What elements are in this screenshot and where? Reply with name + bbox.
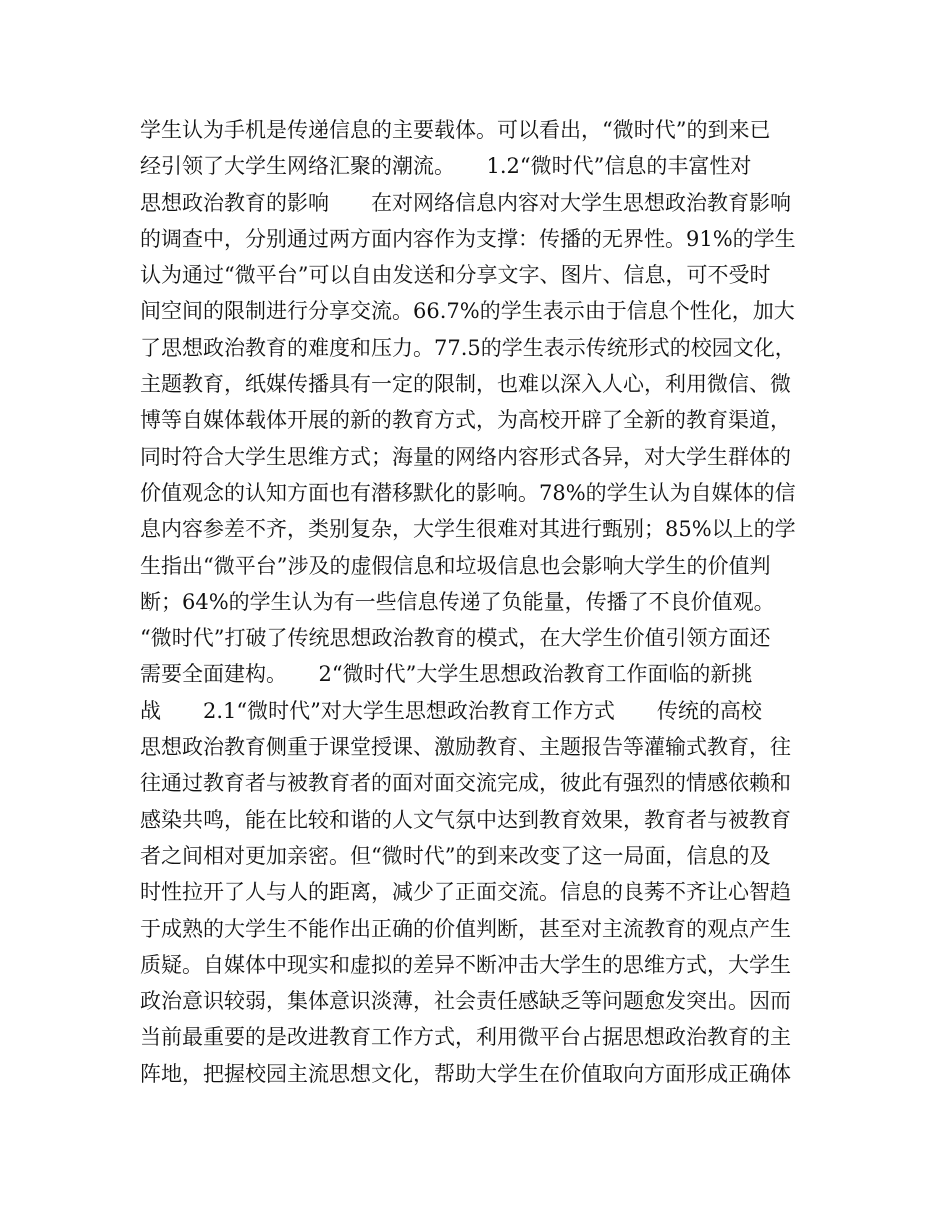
text-line: “微时代”打破了传统思想政治教育的模式，在大学生价值引领方面还 — [140, 626, 771, 651]
text-line: 经引领了大学生网络汇聚的潮流。 1.2“微时代”信息的丰富性对 — [140, 154, 752, 179]
text-line: 息内容参差不齐，类别复杂，大学生很难对其进行甄别；85%以上的学 — [140, 517, 796, 542]
text-line: 了思想政治教育的难度和压力。77.5的学生表示传统形式的校园文化， — [140, 335, 796, 360]
text-line: 时性拉开了人与人的距离，减少了正面交流。信息的良莠不齐让心智趋 — [140, 880, 791, 905]
text-line: 价值观念的认知方面也有潜移默化的影响。78%的学生认为自媒体的信 — [140, 480, 796, 505]
text-line: 思想政治教育侧重于课堂授课、激励教育、主题报告等灌输式教育，往 — [140, 735, 791, 760]
text-line: 质疑。自媒体中现实和虚拟的差异不断冲击大学生的思维方式，大学生 — [140, 952, 791, 977]
text-line: 战 2.1“微时代”对大学生思想政治教育工作方式 传统的高校 — [140, 698, 762, 723]
text-line: 认为通过“微平台”可以自由发送和分享文字、图片、信息，可不受时 — [140, 263, 771, 288]
text-line: 间空间的限制进行分享交流。66.7%的学生表示由于信息个性化，加大 — [140, 299, 795, 324]
text-line: 者之间相对更加亲密。但“微时代”的到来改变了这一局面，信息的及 — [140, 843, 771, 868]
text-line: 断；64%的学生认为有一些信息传递了负能量，传播了不良价值观。 — [140, 589, 775, 614]
text-line: 阵地，把握校园主流思想文化，帮助大学生在价值取向方面形成正确体 — [140, 1061, 791, 1086]
text-line: 于成熟的大学生不能作出正确的价值判断，甚至对主流教育的观点产生 — [140, 916, 791, 941]
text-line: 需要全面建构。 2“微时代”大学生思想政治教育工作面临的新挑 — [140, 662, 753, 687]
text-line: 博等自媒体载体开展的新的教育方式，为高校开辟了全新的教育渠道， — [140, 408, 791, 433]
text-line: 的调查中，分别通过两方面内容作为支撑：传播的无界性。91%的学生 — [140, 226, 796, 251]
text-line: 思想政治教育的影响 在对网络信息内容对大学生思想政治教育影响 — [140, 190, 791, 215]
text-line: 同时符合大学生思维方式；海量的网络内容形式各异，对大学生群体的 — [140, 444, 791, 469]
text-line: 当前最重要的是改进教育工作方式，利用微平台占据思想政治教育的主 — [140, 1025, 791, 1050]
text-line: 主题教育，纸媒传播具有一定的限制，也难以深入人心，利用微信、微 — [140, 372, 791, 397]
text-line: 感染共鸣，能在比较和谐的人文气氛中达到教育效果，教育者与被教育 — [140, 807, 791, 832]
text-line: 生指出“微平台”涉及的虚假信息和垃圾信息也会影响大学生的价值判 — [140, 553, 771, 578]
text-line: 政治意识较弱，集体意识淡薄，社会责任感缺乏等问题愈发突出。因而 — [140, 989, 791, 1014]
text-line: 学生认为手机是传递信息的主要载体。可以看出，“微时代”的到来已 — [140, 118, 771, 142]
body-text — [140, 112, 840, 1092]
text-line: 往通过教育者与被教育者的面对面交流完成，彼此有强烈的情感依赖和 — [140, 771, 791, 796]
